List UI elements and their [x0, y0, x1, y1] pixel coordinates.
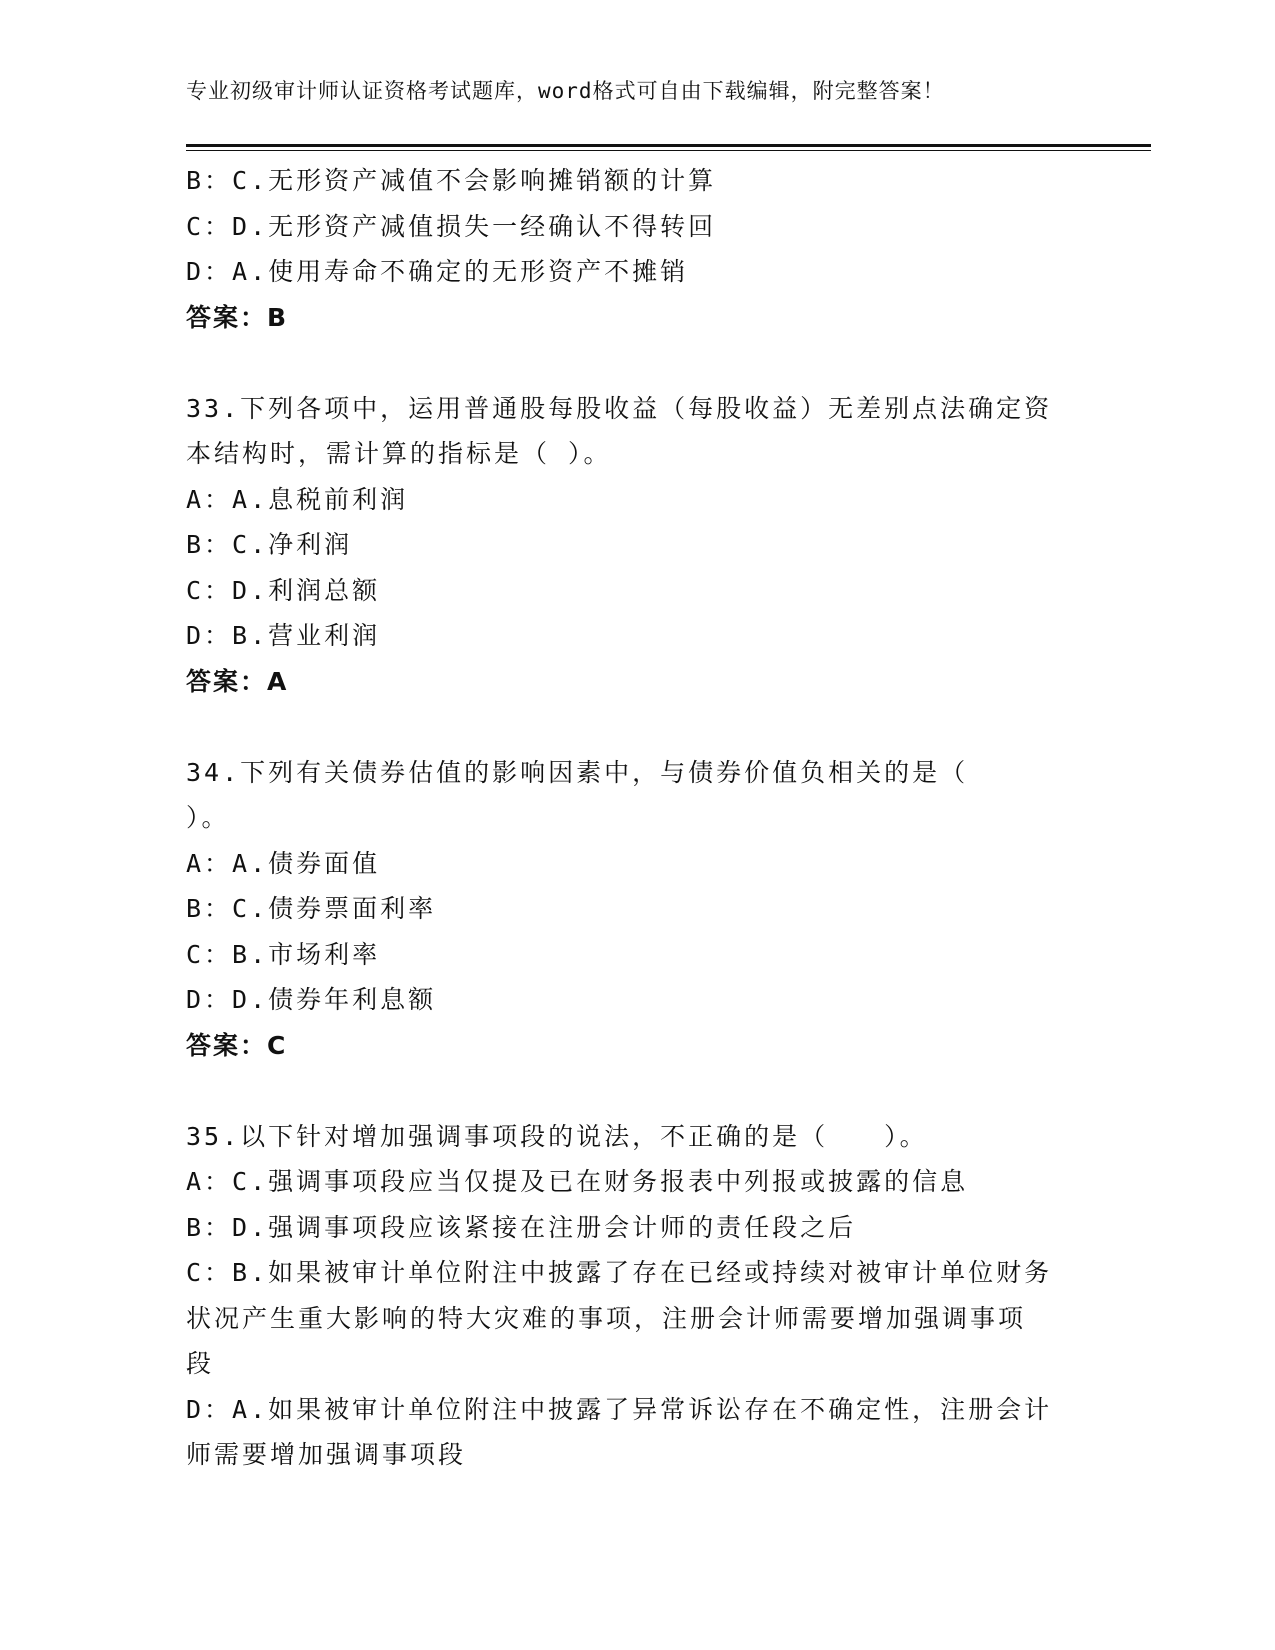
spacer [186, 1068, 1086, 1114]
header-rule-thick [186, 144, 1151, 147]
option-c: C：B.市场利率 [186, 939, 381, 969]
option-c-line: C：B.如果被审计单位附注中披露了存在已经或持续对被审计单位财务 [186, 1258, 1053, 1287]
question-stem-line: 本结构时，需计算的指标是（ ）。 [186, 439, 612, 468]
page-header: 专业初级审计师认证资格考试题库，word格式可自由下载编辑，附完整答案！ [186, 79, 945, 103]
question-35 [186, 1114, 1086, 1478]
option-b: B：D.强调事项段应该紧接在注册会计师的责任段之后 [186, 1212, 857, 1242]
question-stem-line: 35.以下针对增加强调事项段的说法，不正确的是（ ）。 [186, 1121, 928, 1151]
answer-label: 答案：C [186, 1030, 288, 1060]
option-c: C：D.利润总额 [186, 575, 381, 605]
question-33 [186, 386, 1086, 705]
option-c-line: 状况产生重大影响的特大灾难的事项，注册会计师需要增加强调事项 [186, 1303, 1027, 1333]
spacer [186, 704, 1086, 750]
option-d: D：D.债券年利息额 [186, 985, 437, 1014]
option-b: B：C.债券票面利率 [186, 894, 437, 923]
spacer [186, 340, 1086, 386]
answer-label: 答案：B [186, 302, 289, 332]
question-34 [186, 750, 1086, 1069]
option-b: B：C.净利润 [186, 530, 353, 559]
option-a: A：A.债券面值 [186, 848, 381, 878]
option-d-line: 师需要增加强调事项段 [186, 1440, 467, 1469]
question-32-tail [186, 158, 1086, 340]
option-a: A：A.息税前利润 [186, 484, 409, 514]
option-c: C：D.无形资产减值损失一经确认不得转回 [186, 211, 717, 241]
option-d: D：A.使用寿命不确定的无形资产不摊销 [186, 257, 689, 286]
question-stem-line: ）。 [186, 803, 230, 832]
question-content [186, 158, 1086, 1478]
option-d-line: D：A.如果被审计单位附注中披露了异常诉讼存在不确定性，注册会计 [186, 1394, 1053, 1424]
question-stem-line: 34.下列有关债券估值的影响因素中，与债券价值负相关的是（ [186, 757, 969, 787]
option-a: A：C.强调事项段应当仅提及已在财务报表中列报或披露的信息 [186, 1167, 969, 1196]
answer-label: 答案：A [186, 666, 289, 696]
header-rule-thin [186, 150, 1151, 151]
option-b: B：C.无形资产减值不会影响摊销额的计算 [186, 166, 717, 195]
option-d: D：B.营业利润 [186, 621, 381, 650]
option-c-line: 段 [186, 1349, 215, 1378]
question-stem-line: 33.下列各项中，运用普通股每股收益（每股收益）无差别点法确定资 [186, 393, 1053, 423]
